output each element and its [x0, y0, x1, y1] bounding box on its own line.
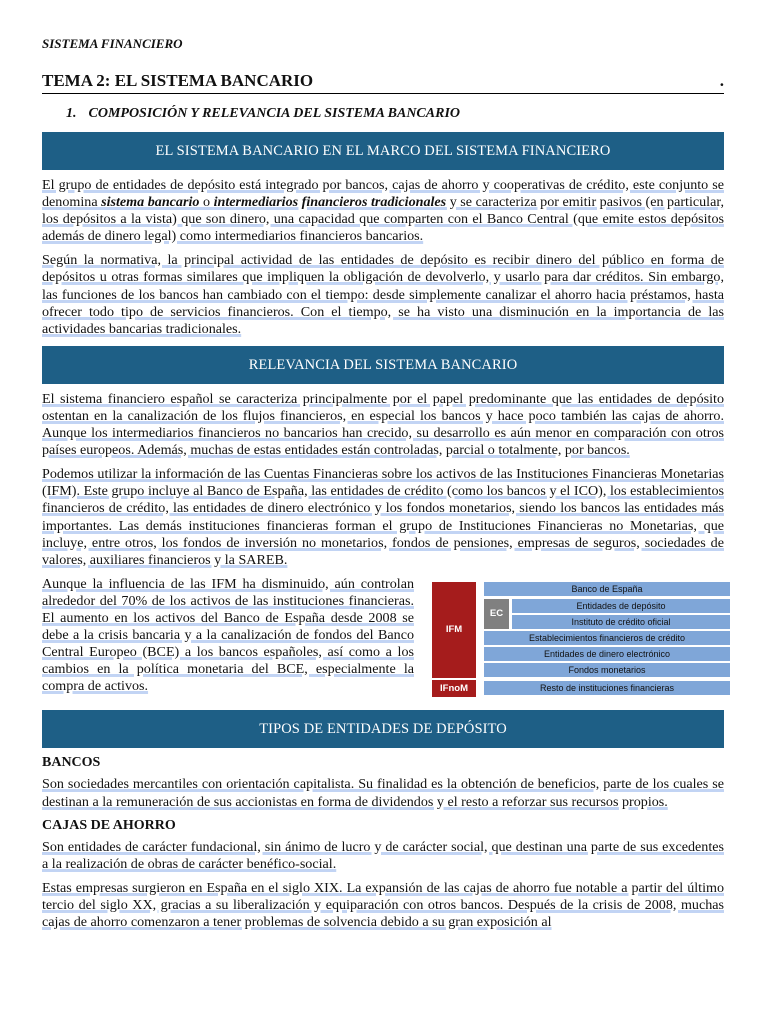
- paragraph-bancos: [42, 776, 724, 810]
- paragraph-grupo-entidades: [42, 177, 724, 245]
- cajas-text-2: Estas empresas surgieron en España en el siglo XIX. La expansión de las cajas de ahorro fue notable a partir del último tercio del siglo XX, gracias a su liberalización y equiparación con otros bancos. Después de la crisis de 2008, muchas cajas de ahorro comenzaron a tener problemas de solvencia debido a su gran exposición al: [42, 879, 724, 930]
- figure-row: [42, 576, 724, 703]
- ifnom-block: IFnoM: [432, 680, 476, 697]
- paragraph-cajas-1: [42, 839, 724, 873]
- p1-text-e: y se caracteriza por emitir pasivos (en particular, los depósitos a la vista) que son dinero, una capacidad que comparten con el Banco Central (que emite estos depósitos además de dinero legal) como intermediarios financieros bancarios.: [42, 194, 724, 245]
- section-heading: [66, 106, 724, 124]
- diagram-row-dinero-electronico: Entidades de dinero electrónico: [484, 647, 730, 661]
- p3-text: El sistema financiero español se caracteriza principalmente por el papel predominante que las entidades de depósito ostentan en la canalización de los flujos financieros, en especial los bancos y hace poco también las cajas de ahorro. Aunque los intermediarios financieros no bancarios han crecido, su desarrollo es aún menor en comparación con otros países europeos. Además, muchas de estas entidades están controladas, parcial o totalmente, por bancos.: [42, 390, 724, 459]
- section-title: COMPOSICIÓN Y RELEVANCIA DEL SISTEMA BANCARIO: [88, 106, 461, 121]
- paragraph-influencia-ifm: [42, 576, 414, 696]
- running-header: SISTEMA FINANCIERO: [42, 36, 183, 51]
- subheading-cajas: CAJAS DE AHORRO: [42, 817, 176, 833]
- p5-text: Aunque la influencia de las IFM ha disminuido, aún controlan alrededor del 70% de los activos de las instituciones financieras. El aumento en los activos del Banco de España desde 2008 se debe a la crisis bancaria y a la canalización de fondos del Banco Central Europeo (BCE) a los bancos españoles, así como a los cambios en la política monetaria del BCE, especialmente la compra de activos.: [42, 575, 414, 695]
- diagram-row-entidades-deposito: Entidades de depósito: [512, 599, 730, 613]
- document-page: [42, 36, 724, 938]
- diagram-row-ico: Instituto de crédito oficial: [512, 615, 730, 629]
- paragraph-normativa: [42, 252, 724, 337]
- p2-text: Según la normativa, la principal actividad de las entidades de depósito es recibir dinero del público en forma de depósitos u otras formas similares que impliquen la obligación de devolverlo, y usarlo para dar créditos. Sin embargo, las funciones de los bancos han cambiado con el tiempo: desde simplemente canalizar el ahorro hacia préstamos, hasta ofrecer todo tipo de servicios financieros. Con el tiempo, se ha visto una disminución en la importancia de las actividades bancarias tradicionales.: [42, 252, 724, 337]
- chapter-title-dot: .: [719, 71, 724, 90]
- chapter-title-text: TEMA 2: EL SISTEMA BANCARIO: [42, 71, 314, 90]
- paragraph-sistema-espanol: [42, 391, 724, 459]
- subheading-bancos: BANCOS: [42, 755, 101, 771]
- paragraph-cuentas-financieras: [42, 466, 724, 569]
- diagram-row-resto: Resto de instituciones financieras: [484, 681, 730, 695]
- p1-term-sistema-bancario: sistema bancario: [101, 194, 200, 211]
- p4-text: Podemos utilizar la información de las Cuentas Financieras sobre los activos de las Instituciones Financieras Monetarias (IFM). Este grupo incluye al Banco de España, las entidades de crédito (como los bancos y el ICO), los establecimientos financieros de crédito, las entidades de dinero electrónico y los fondos monetarios, siendo los bancos las entidades más importantes. Las demás instituciones financieras forman el grupo de Instituciones Financieras no Monetarias, que incluye, entre otros, los fondos de inversión no monetarios, fondos de pensiones, empresas de seguros, sociedades de valores, auxiliares financieros y la SAREB.: [42, 466, 724, 568]
- banner-sistema-bancario: EL SISTEMA BANCARIO EN EL MARCO DEL SISTEMA FINANCIERO: [42, 132, 724, 170]
- p1-term-intermediarios: intermediarios financieros tradicionales: [213, 194, 447, 211]
- banner-tipos-entidades: TIPOS DE ENTIDADES DE DEPÓSITO: [42, 710, 724, 748]
- section-number: 1.: [66, 106, 77, 121]
- ec-block: EC: [484, 599, 509, 629]
- p1-text-a: El grupo de entidades de depósito está integrado por bancos, cajas de ahorro y cooperativas de crédito, este conjunto se denomina: [42, 177, 724, 211]
- diagram-row-banco-espana: Banco de España: [484, 582, 730, 596]
- ifm-diagram: [432, 582, 730, 698]
- chapter-title: [42, 71, 724, 94]
- p1-text-c: o: [199, 194, 214, 211]
- ifm-block: IFM: [432, 582, 476, 678]
- diagram-row-fondos-monetarios: Fondos monetarios: [484, 663, 730, 677]
- cajas-text-1: Son entidades de carácter fundacional, sin ánimo de lucro y de carácter social, que destinan una parte de sus excedentes a la realización de obras de carácter benéfico-social.: [42, 838, 724, 872]
- diagram-row-efc: Establecimientos financieros de crédito: [484, 631, 730, 645]
- bancos-text: Son sociedades mercantiles con orientación capitalista. Su finalidad es la obtención de beneficios, parte de los cuales se destinan a la remuneración de sus accionistas en forma de dividendos y el resto a reforzar sus recursos propios.: [42, 776, 724, 810]
- paragraph-cajas-2: [42, 880, 724, 931]
- banner-relevancia: RELEVANCIA DEL SISTEMA BANCARIO: [42, 346, 724, 384]
